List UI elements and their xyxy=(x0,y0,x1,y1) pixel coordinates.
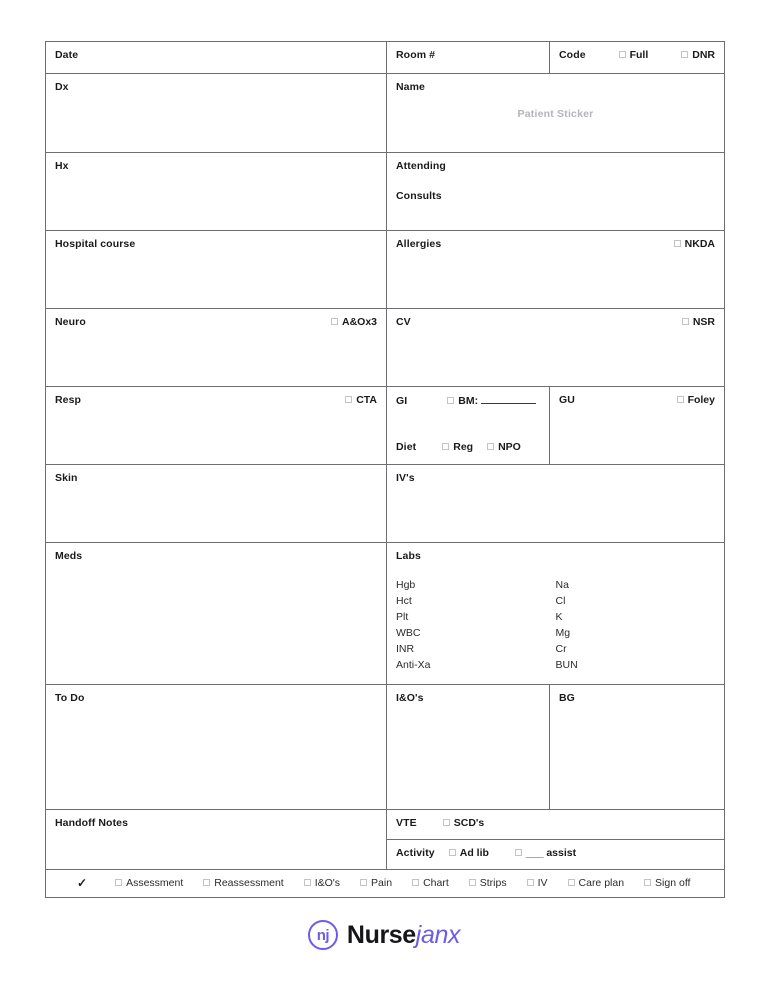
lab-item[interactable]: WBC xyxy=(396,626,421,639)
checkbox-icon[interactable] xyxy=(681,51,688,58)
checkbox-option-assist[interactable] xyxy=(515,847,576,860)
checkbox-icon[interactable] xyxy=(644,879,651,886)
checkbox-label: DNR xyxy=(692,49,715,61)
checkbox-icon[interactable] xyxy=(203,879,210,886)
field-label-meds: Meds xyxy=(55,550,83,562)
checkbox-label: Reg xyxy=(453,441,474,454)
field-label-skin: Skin xyxy=(55,472,78,484)
checkbox-label: Strips xyxy=(479,876,507,889)
checkbox-label: Sign off xyxy=(655,876,691,889)
checklist-item-iv[interactable] xyxy=(527,877,548,890)
checklist-item-ios[interactable] xyxy=(304,877,340,890)
lab-item[interactable]: K xyxy=(555,611,563,624)
field-label-diet: Diet xyxy=(396,441,417,454)
cell-room[interactable] xyxy=(387,42,550,74)
lab-item[interactable]: Cl xyxy=(555,595,566,608)
checkbox-label: Care plan xyxy=(578,876,625,889)
checkbox-label: NPO xyxy=(498,441,521,454)
table-row-checklist xyxy=(46,870,725,898)
checkbox-option-bm[interactable] xyxy=(447,394,536,408)
checklist-item-assessment[interactable] xyxy=(115,877,183,890)
checklist-item-care-plan[interactable] xyxy=(568,877,625,890)
bm-write-in-line[interactable] xyxy=(481,394,536,404)
checkbox-label: ___ assist xyxy=(525,847,577,859)
field-label-neuro: Neuro xyxy=(55,316,86,328)
checkbox-label: Foley xyxy=(687,394,715,406)
checklist-item-pain[interactable] xyxy=(360,877,392,890)
checkbox-icon[interactable] xyxy=(442,443,449,450)
field-label-labs: Labs xyxy=(396,550,421,562)
checkbox-label: Reassessment xyxy=(214,876,284,889)
cell-gu[interactable] xyxy=(550,387,725,465)
logo-janx-text: janx xyxy=(415,920,461,949)
cell-ios[interactable] xyxy=(387,685,550,810)
cell-neuro[interactable] xyxy=(46,309,387,387)
checkbox-icon[interactable] xyxy=(412,879,419,886)
checkbox-label: SCD's xyxy=(453,817,485,829)
cell-hospital-course[interactable] xyxy=(46,231,387,309)
checkbox-option-full[interactable] xyxy=(619,49,649,62)
cell-skin[interactable] xyxy=(46,465,387,543)
checklist-item-chart[interactable] xyxy=(412,877,449,890)
checkbox-option-foley[interactable] xyxy=(677,394,715,407)
checkbox-icon[interactable] xyxy=(115,879,122,886)
lab-item[interactable]: Plt xyxy=(396,611,409,624)
table-row-neuro xyxy=(46,309,725,387)
checkbox-option-aox3[interactable] xyxy=(331,316,377,329)
task-checklist xyxy=(55,876,715,891)
field-label-name: Name xyxy=(396,81,425,93)
field-label-room: Room # xyxy=(396,49,436,61)
field-label-gu: GU xyxy=(559,394,575,406)
checkbox-label: BM: xyxy=(458,395,479,407)
logo-nurse-text: Nurse xyxy=(346,920,416,949)
field-label-date: Date xyxy=(55,49,79,61)
patient-sticker-placeholder: Patient Sticker xyxy=(517,108,594,121)
checkbox-label: NKDA xyxy=(684,238,715,250)
check-mark-icon: ✓ xyxy=(77,876,88,890)
nursing-report-sheet-table xyxy=(45,41,725,898)
checkbox-option-reg[interactable] xyxy=(442,441,473,454)
field-label-attending: Attending xyxy=(396,160,446,172)
cell-dx[interactable] xyxy=(46,74,387,153)
table-row-dx xyxy=(46,74,725,153)
checkbox-icon[interactable] xyxy=(674,240,681,247)
checkbox-label: Full xyxy=(629,49,649,61)
checkbox-label: NSR xyxy=(692,316,715,328)
checklist-item-strips[interactable] xyxy=(469,877,507,890)
checkbox-icon[interactable] xyxy=(619,51,626,58)
cell-name[interactable] xyxy=(387,74,725,153)
table-row-handoff-vte xyxy=(46,810,725,840)
lab-item[interactable]: INR xyxy=(396,642,415,655)
checkbox-label: CTA xyxy=(356,394,377,406)
checkbox-label: Assessment xyxy=(126,876,184,889)
field-label-handoff-notes: Handoff Notes xyxy=(55,817,129,829)
lab-item[interactable]: Na xyxy=(555,579,569,592)
lab-item[interactable]: Cr xyxy=(555,642,567,655)
checkbox-icon[interactable] xyxy=(449,849,456,856)
cell-date[interactable] xyxy=(46,42,387,74)
checkbox-option-scds[interactable] xyxy=(443,817,485,830)
field-label-ivs: IV's xyxy=(396,472,415,484)
cell-allergies[interactable] xyxy=(387,231,725,309)
cell-attending-consults[interactable] xyxy=(387,153,725,231)
checkbox-icon[interactable] xyxy=(515,849,522,856)
checkbox-label: Pain xyxy=(371,876,393,889)
checkbox-label: IV xyxy=(537,876,548,889)
field-label-hx: Hx xyxy=(55,160,69,172)
labs-column-right xyxy=(556,578,716,674)
checkbox-label: Ad lib xyxy=(459,847,489,859)
lab-item[interactable]: Anti-Xa xyxy=(396,658,431,671)
checkbox-icon[interactable] xyxy=(677,396,684,403)
cell-checklist xyxy=(46,870,725,898)
field-label-code: Code xyxy=(559,49,586,61)
cell-meds[interactable] xyxy=(46,543,387,685)
field-label-allergies: Allergies xyxy=(396,238,442,250)
cell-vte[interactable] xyxy=(387,810,725,840)
field-label-cv: CV xyxy=(396,316,411,328)
cell-hx[interactable] xyxy=(46,153,387,231)
checkbox-icon[interactable] xyxy=(443,819,450,826)
cell-labs[interactable] xyxy=(387,543,725,685)
field-label-ios: I&O's xyxy=(396,692,424,704)
logo-wordmark xyxy=(346,920,461,949)
field-label-todo: To Do xyxy=(55,692,85,704)
field-label-vte: VTE xyxy=(396,817,417,829)
table-row-skin xyxy=(46,465,725,543)
nursejanx-logo xyxy=(0,920,768,950)
lab-item[interactable]: Hct xyxy=(396,595,412,608)
table-row-hx xyxy=(46,153,725,231)
table-row-todo xyxy=(46,685,725,810)
field-label-gi: GI xyxy=(396,395,408,407)
field-label-bg: BG xyxy=(559,692,575,704)
checklist-item-reassessment[interactable] xyxy=(203,877,283,890)
checkbox-label: Chart xyxy=(423,876,449,889)
labs-grid xyxy=(396,578,715,674)
checkbox-option-npo[interactable] xyxy=(487,441,521,454)
cell-activity[interactable] xyxy=(387,840,725,870)
cell-handoff-notes[interactable] xyxy=(46,810,387,870)
checkbox-icon[interactable] xyxy=(345,396,352,403)
checkbox-option-dnr[interactable] xyxy=(681,49,715,62)
checklist-item-sign-off[interactable] xyxy=(644,877,690,890)
checkbox-label: I&O's xyxy=(314,876,341,889)
checkbox-label: A&Ox3 xyxy=(341,316,377,328)
checkbox-icon[interactable] xyxy=(331,318,338,325)
checkbox-icon[interactable] xyxy=(360,879,367,886)
cell-resp[interactable] xyxy=(46,387,387,465)
field-label-hospital-course: Hospital course xyxy=(55,238,136,250)
table-row-hospital-course xyxy=(46,231,725,309)
checkbox-icon[interactable] xyxy=(447,397,454,404)
table-row-meds xyxy=(46,543,725,685)
cell-cv[interactable] xyxy=(387,309,725,387)
table-row-resp xyxy=(46,387,725,465)
field-label-activity: Activity xyxy=(396,847,435,859)
checkbox-icon[interactable] xyxy=(527,879,534,886)
checkbox-option-cta[interactable] xyxy=(345,394,377,407)
checkbox-icon[interactable] xyxy=(304,879,311,886)
cell-code[interactable] xyxy=(550,42,725,74)
checkbox-icon[interactable] xyxy=(487,443,494,450)
checkbox-option-nsr[interactable] xyxy=(682,316,715,329)
cell-gi[interactable] xyxy=(387,387,550,465)
checkbox-icon[interactable] xyxy=(682,318,689,325)
checkbox-icon[interactable] xyxy=(469,879,476,886)
cell-ivs[interactable] xyxy=(387,465,725,543)
lab-item[interactable]: BUN xyxy=(555,658,578,671)
checkbox-option-nkda[interactable] xyxy=(674,238,715,251)
field-label-consults: Consults xyxy=(396,190,442,203)
cell-todo[interactable] xyxy=(46,685,387,810)
lab-item[interactable]: Hgb xyxy=(396,579,416,592)
field-label-dx: Dx xyxy=(55,81,69,93)
field-label-resp: Resp xyxy=(55,394,82,406)
labs-column-left xyxy=(396,578,556,674)
checkbox-icon[interactable] xyxy=(568,879,575,886)
cell-bg[interactable] xyxy=(550,685,725,810)
table-row-date xyxy=(46,42,725,74)
lab-item[interactable]: Mg xyxy=(555,626,571,639)
checkbox-option-ad-lib[interactable] xyxy=(449,847,489,860)
nj-badge-icon: nj xyxy=(308,920,338,950)
